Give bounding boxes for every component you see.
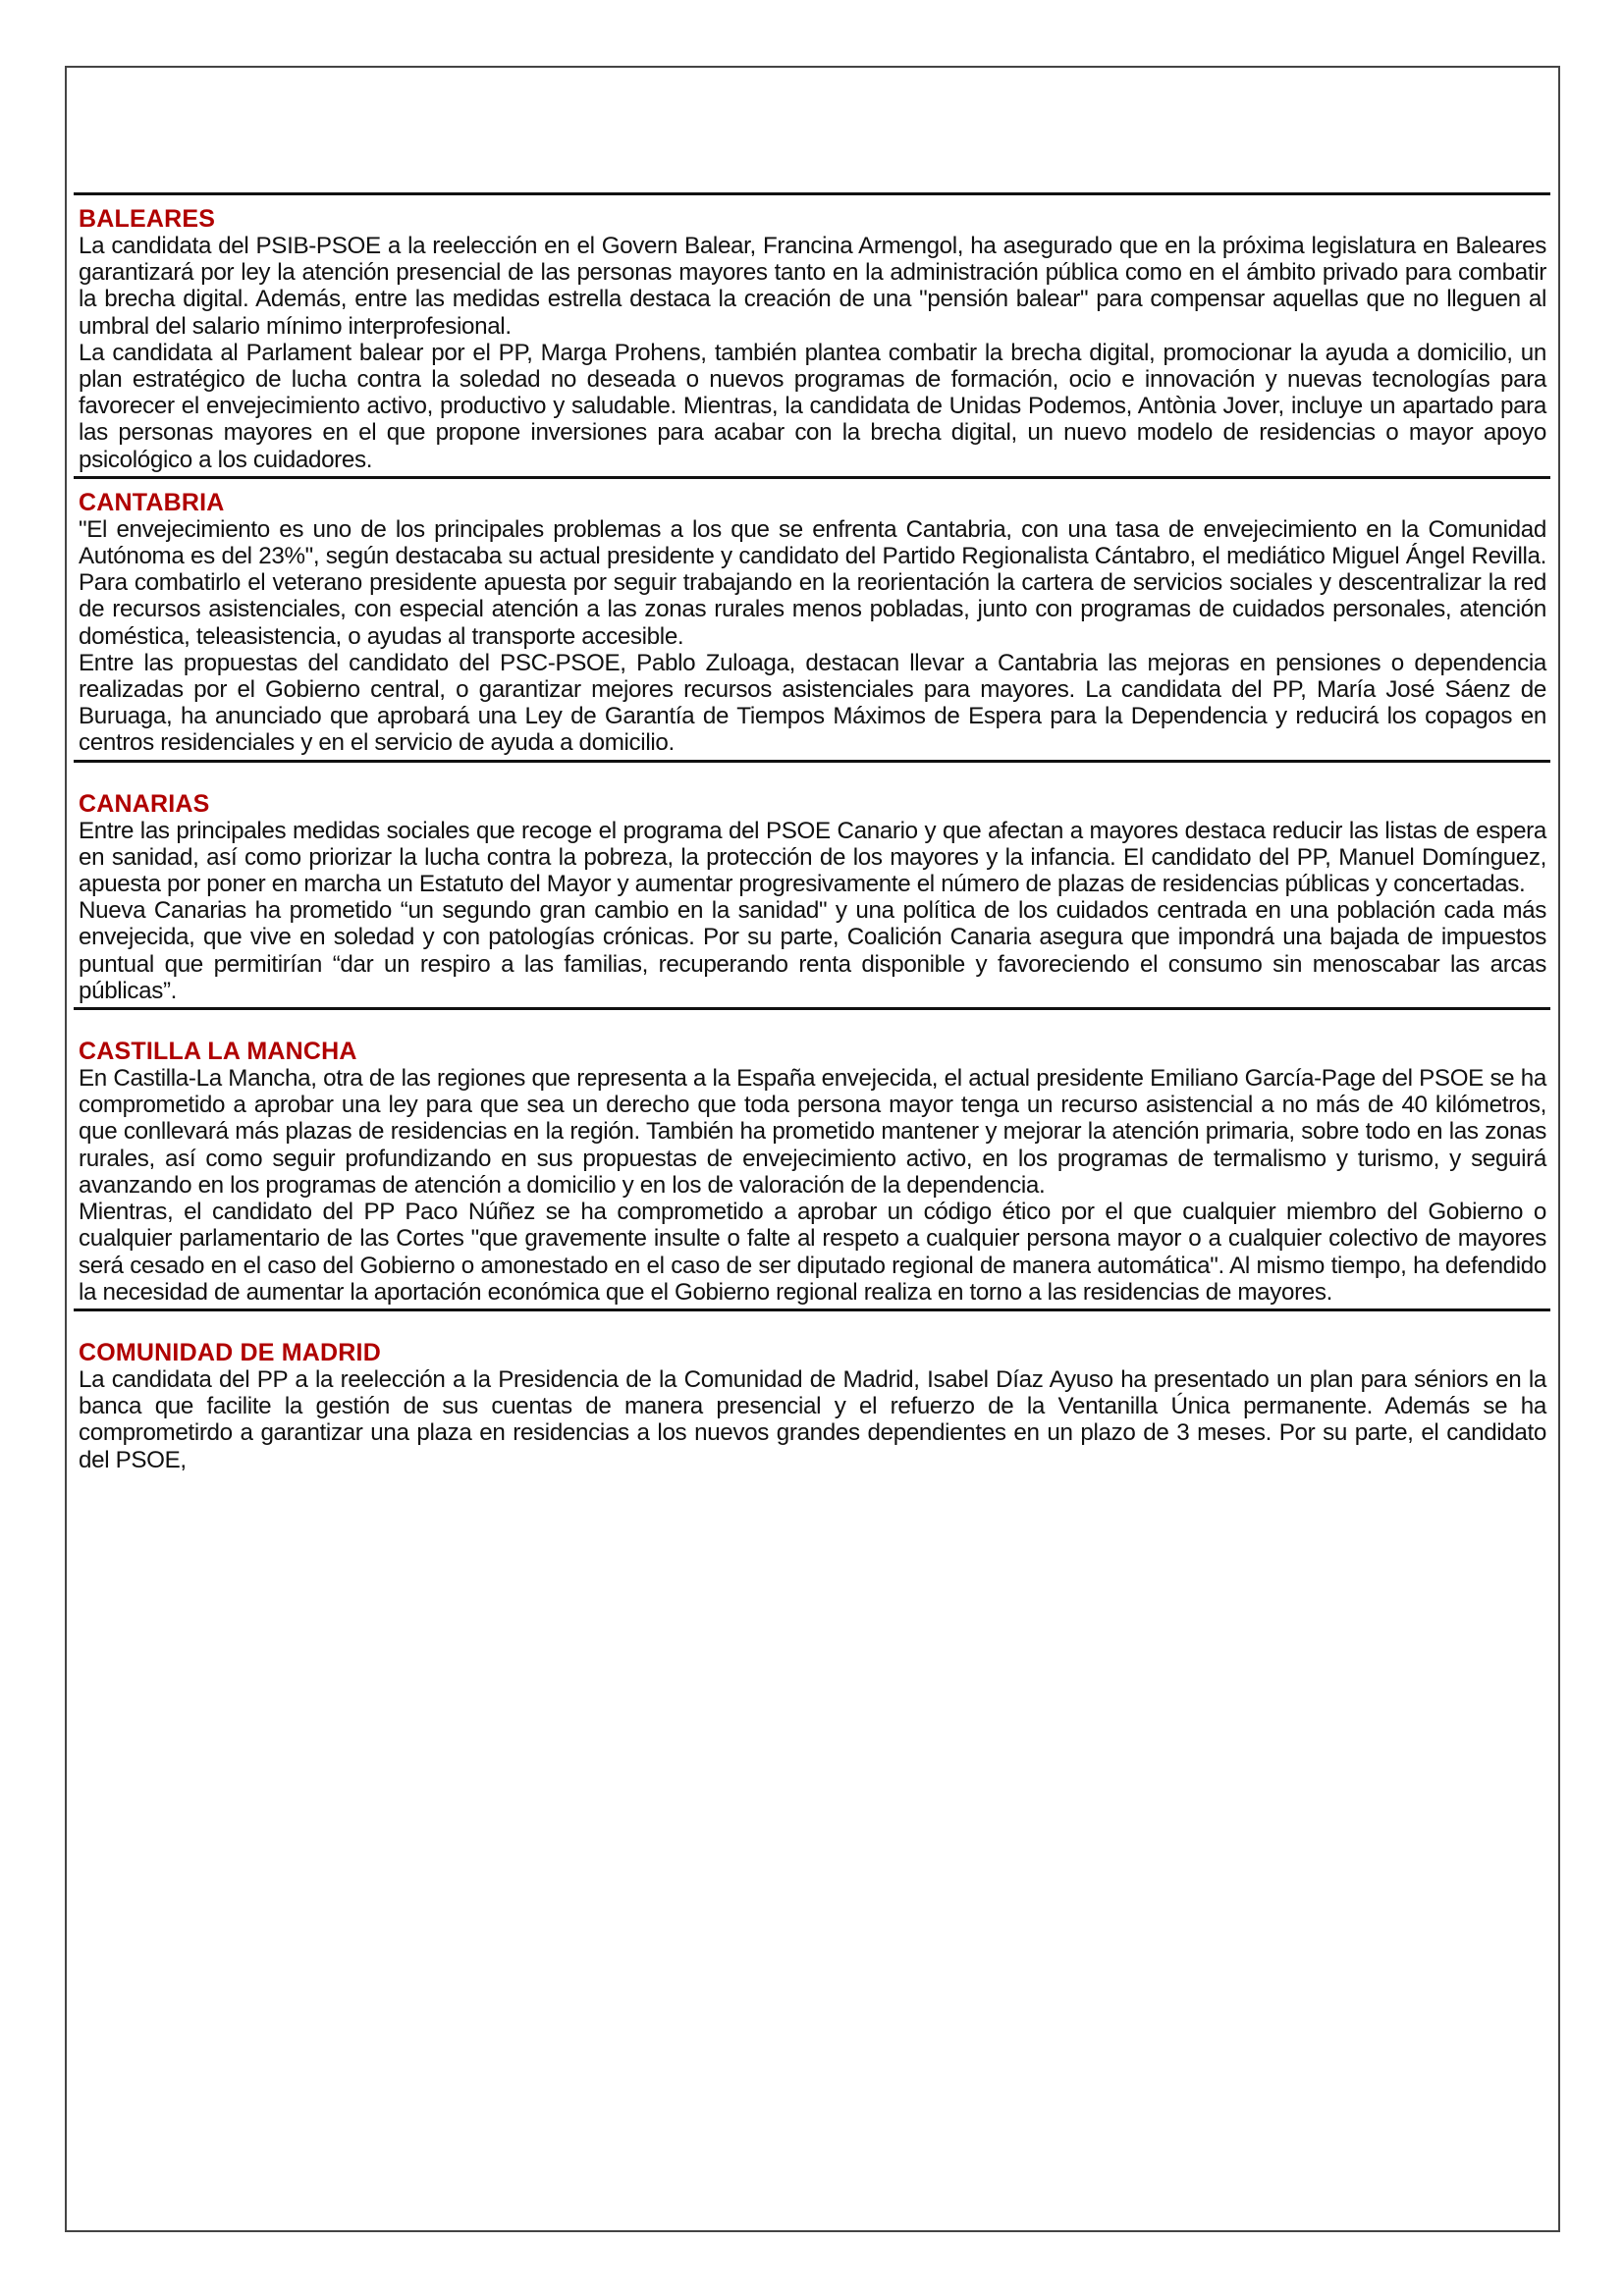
section-cantabria <box>74 476 1550 760</box>
section-castilla-la-mancha <box>74 1007 1550 1308</box>
section-heading: CANARIAS <box>79 789 210 818</box>
section-comunidad-de-madrid <box>74 1308 1550 1476</box>
section-body <box>79 516 1550 760</box>
paragraph: Entre las principales medidas sociales que recoge el programa del PSOE Canario y que afectan a mayores destaca reducir las listas de espera en sanidad, así como priorizar la lucha contra la pobreza, la protección de los mayores y la infancia. El candidato del PP, Manuel Domínguez, apuesta por poner en marcha un Estatuto del Mayor y aumentar progresivamente el número de plazas de residencias públicas y concertadas. <box>79 817 1546 898</box>
section-baleares <box>74 192 1550 476</box>
article-content <box>79 192 1551 1476</box>
section-heading: CASTILLA LA MANCHA <box>79 1038 357 1066</box>
section-body <box>79 1366 1550 1476</box>
section-body <box>79 233 1550 476</box>
section-heading: BALEARES <box>79 205 216 233</box>
paragraph: La candidata al Parlament balear por el PP, Marga Prohens, también plantea combatir la brecha digital, promocionar la ayuda a domicilio, un plan estratégico de lucha contra la soledad no deseada o nuevos programas de formación, ocio e innovación y nuevas tecnologías para favorecer el envejecimiento activo, productivo y saludable. Mientras, la candidata de Unidas Podemos, Antònia Jover, incluye un apartado para las personas mayores en el que propone inversiones para acabar con la brecha digital, un nuevo modelo de residencias o mayor apoyo psicológico a los cuidadores. <box>79 339 1546 473</box>
paragraph: Entre las propuestas del candidato del PSC-PSOE, Pablo Zuloaga, destacan llevar a Cantabria las mejoras en pensiones o dependencia realizadas por el Gobierno central, o garantizar mejores recursos asistenciales para mayores. La candidata del PP, María José Sáenz de Buruaga, ha anunciado que aprobará una Ley de Garantía de Tiempos Máximos de Espera para la Dependencia y reducirá los copagos en centros residenciales y en el servicio de ayuda a domicilio. <box>79 649 1546 757</box>
section-heading: CANTABRIA <box>79 488 225 516</box>
section-canarias <box>74 760 1550 1007</box>
paragraph: En Castilla-La Mancha, otra de las regiones que representa a la España envejecida, el actual presidente Emiliano García-Page del PSOE se ha comprometido a aprobar una ley para que sea un derecho que toda persona mayor tenga un recurso asistencial a no más de 40 kilómetros, que conllevará más plazas de residencias en la región. También ha prometido mantener y mejorar la atención primaria, sobre todo en las zonas rurales, así como seguir profundizando en sus propuestas de envejecimiento activo, en los programas de termalismo y turismo, y seguirá avanzando en los programas de atención a domicilio y en los de valoración de la dependencia. <box>79 1065 1546 1199</box>
paragraph: Mientras, el candidato del PP Paco Núñez se ha comprometido a aprobar un código ético por el que cualquier miembro del Gobierno o cualquier parlamentario de las Cortes "que gravemente insulte o falte al respeto a cualquier persona mayor o a cualquier colectivo de mayores será cesado en el caso del Gobierno o amonestado en el caso de ser diputado regional de manera automática". Al mismo tiempo, ha defendido la necesidad de aumentar la aportación económica que el Gobierno regional realiza en torno a las residencias de mayores. <box>79 1199 1546 1306</box>
paragraph: La candidata del PP a la reelección a la Presidencia de la Comunidad de Madrid, Isabel Díaz Ayuso ha presentado un plan para séniors en la banca que facilite la gestión de sus cuentas de manera presencial y el refuerzo de la Ventanilla Única permanente. Además se ha comprometirdo a garantizar una plaza en residencias a los nuevos grandes dependientes en un plazo de 3 meses. Por su parte, el candidato del PSOE, <box>79 1365 1546 1473</box>
paragraph: Nueva Canarias ha prometido “un segundo gran cambio en la sanidad" y una política de los cuidados centrada en una población cada más envejecida, que vive en soledad y con patologías crónicas. Por su parte, Coalición Canaria asegura que impondrá una bajada de impuestos puntual que permitirían “dar un respiro a las familias, recuperando renta disponible y favoreciendo el consumo sin menoscabar las arcas públicas”. <box>79 897 1546 1004</box>
section-body <box>79 818 1550 1007</box>
paragraph: "El envejecimiento es uno de los principales problemas a los que se enfrenta Cantabria, con una tasa de envejecimiento en la Comunidad Autónoma es del 23%", según destacaba su actual presidente y candidato del Partido Regionalista Cántabro, el mediático Miguel Ángel Revilla. Para combatirlo el veterano presidente apuesta por seguir trabajando en la reorientación la cartera de servicios sociales y descentralizar la red de recursos asistenciales, con especial atención a las zonas rurales menos pobladas, junto con programas de cuidados personales, atención doméstica, teleasistencia, o ayudas al transporte accesible. <box>79 515 1546 650</box>
section-body <box>79 1065 1550 1308</box>
section-heading: COMUNIDAD DE MADRID <box>79 1338 381 1366</box>
paragraph: La candidata del PSIB-PSOE a la reelección en el Govern Balear, Francina Armengol, ha asegurado que en la próxima legislatura en Baleares garantizará por ley la atención presencial de las personas mayores tanto en la administración pública como en el ámbito privado para combatir la brecha digital. Además, entre las medidas estrella destaca la creación de una "pensión balear" para compensar aquellas que no lleguen al umbral del salario mínimo interprofesional. <box>79 233 1546 340</box>
